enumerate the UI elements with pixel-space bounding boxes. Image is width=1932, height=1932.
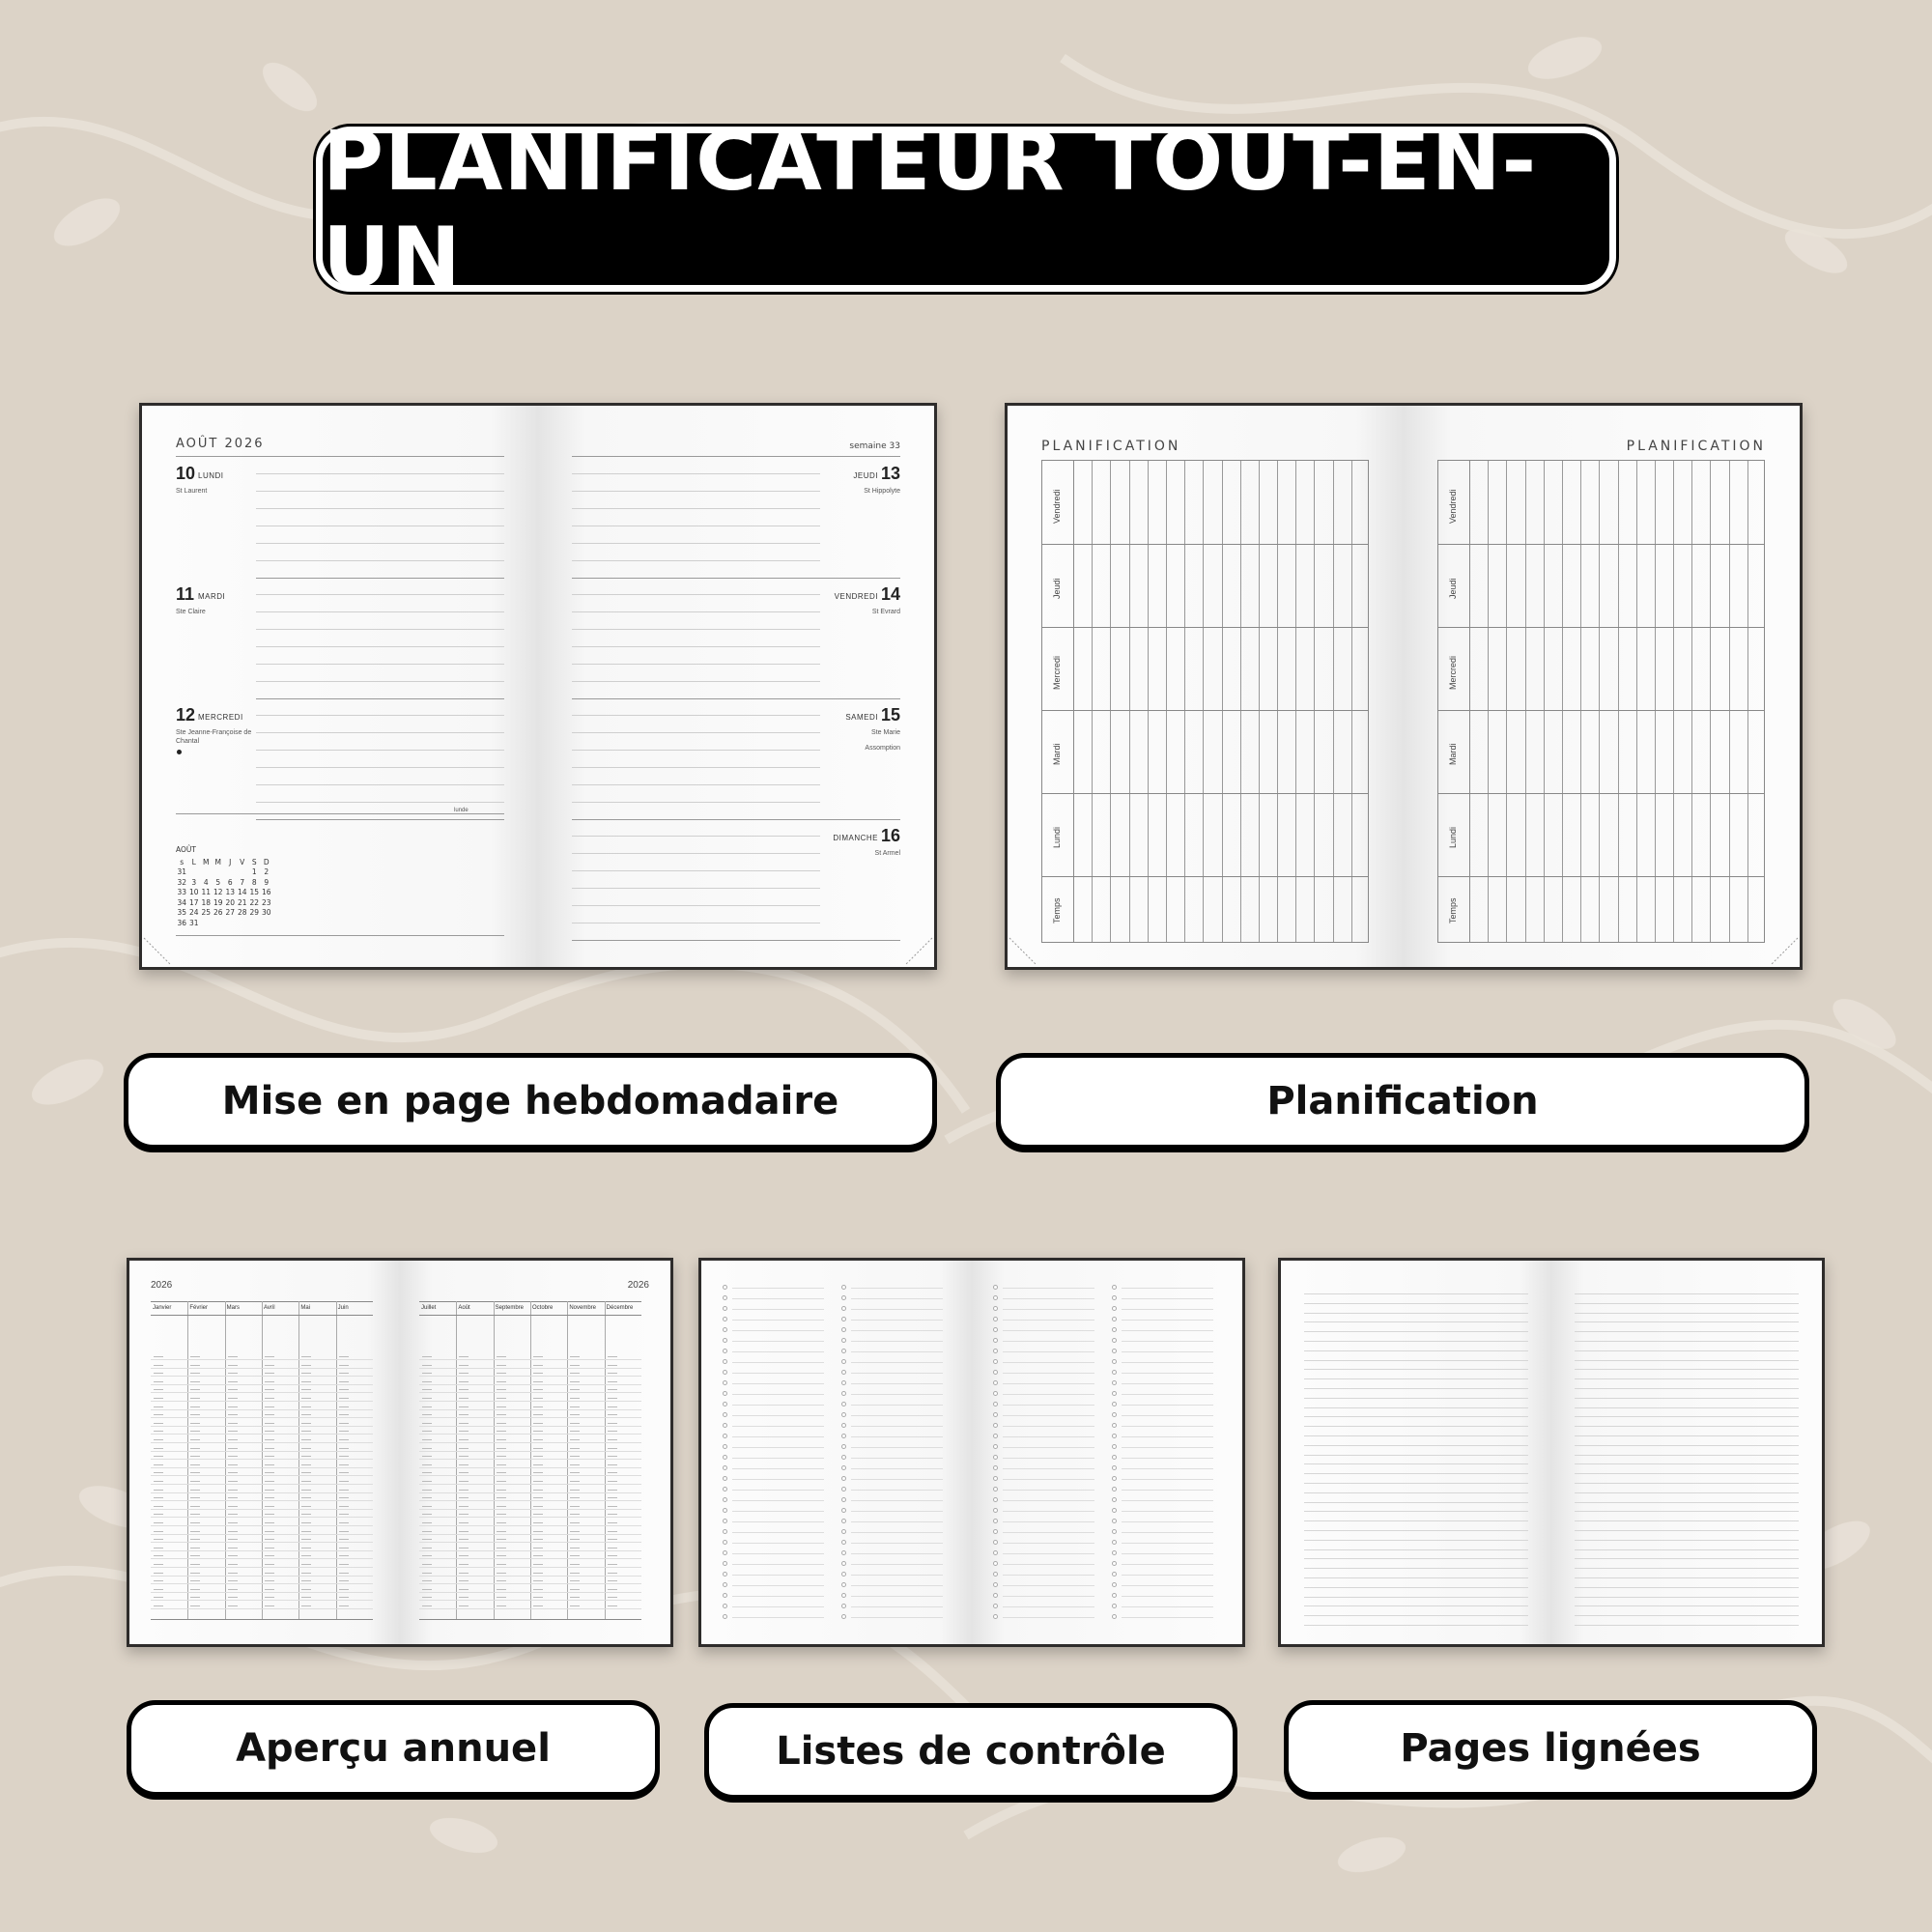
label-yearly-text: Aperçu annuel bbox=[236, 1726, 551, 1771]
title-banner bbox=[316, 112, 1616, 306]
month-column-header: Novembre bbox=[569, 1305, 597, 1311]
year-label: 2026 bbox=[151, 1280, 173, 1291]
lined-pages-book bbox=[1278, 1258, 1825, 1647]
mini-calendar-header: S bbox=[251, 857, 257, 867]
planning-row-label: Mercredi bbox=[1448, 655, 1458, 690]
planning-row-label: Mardi bbox=[1052, 743, 1062, 765]
label-checklists bbox=[704, 1703, 1237, 1800]
checklist-book bbox=[698, 1258, 1245, 1647]
day-name: SAMEDI bbox=[845, 713, 878, 722]
saint-name: St Laurent bbox=[176, 488, 208, 495]
mini-calendar-cell: 16 bbox=[261, 888, 271, 896]
saint-name: St Evrard bbox=[871, 609, 900, 615]
planning-left-page bbox=[1008, 406, 1404, 967]
mini-calendar-cell: 23 bbox=[261, 897, 271, 907]
mini-calendar-cell bbox=[213, 867, 225, 878]
mini-calendar-cell bbox=[261, 919, 273, 929]
mini-calendar-header: L bbox=[191, 857, 196, 867]
page-corner bbox=[142, 936, 173, 967]
mini-calendar-cell: 4 bbox=[203, 877, 209, 887]
page-corner bbox=[1769, 936, 1800, 967]
planning-header: PLANIFICATION bbox=[1041, 439, 1181, 454]
mini-calendar-cell: 10 bbox=[188, 888, 199, 896]
mini-calendar-cell: 24 bbox=[188, 908, 199, 917]
month-column-header: Février bbox=[189, 1305, 208, 1311]
day-name: MARDI bbox=[198, 592, 226, 601]
mini-calendar-cell bbox=[188, 867, 201, 878]
month-column-header: Avril bbox=[264, 1305, 275, 1311]
mini-calendar-cell: 25 bbox=[201, 908, 212, 917]
day-name: LUNDI bbox=[198, 471, 224, 480]
mini-calendar-cell: 33 bbox=[177, 888, 187, 896]
day-name: VENDREDI bbox=[834, 592, 878, 601]
mini-calendar-cell: 36 bbox=[177, 918, 187, 927]
day-number: 12 bbox=[176, 705, 196, 724]
mini-calendar-cell: 3 bbox=[191, 877, 197, 887]
mini-calendar-cell: 8 bbox=[251, 877, 257, 887]
saint-name: Ste Marie bbox=[871, 729, 900, 736]
page-title: PLANIFICATEUR TOUT-EN-UN bbox=[323, 112, 1538, 306]
mini-calendar-header: V bbox=[240, 857, 245, 867]
mini-calendar-header: M bbox=[203, 857, 210, 867]
lined-left-page bbox=[1281, 1261, 1551, 1644]
week-label: semaine 33 bbox=[849, 441, 900, 451]
mini-calendar-cell bbox=[248, 919, 261, 929]
mini-calendar-cell bbox=[237, 867, 249, 878]
saint-name: St Hippolyte bbox=[864, 488, 900, 495]
mini-calendar-cell: 13 bbox=[225, 888, 236, 896]
day-number: 16 bbox=[880, 826, 900, 845]
mini-calendar-header: M bbox=[214, 857, 221, 867]
planning-row-label: Lundi bbox=[1052, 826, 1062, 848]
checklist-left-page bbox=[701, 1261, 972, 1644]
mini-calendar-cell: 31 bbox=[188, 918, 199, 927]
day-name: JEUDI bbox=[853, 471, 878, 480]
checklist-right-page bbox=[972, 1261, 1242, 1644]
day-name: MERCREDI bbox=[198, 713, 243, 722]
day-number: 10 bbox=[176, 464, 196, 483]
label-checklists-text: Listes de contrôle bbox=[776, 1729, 1166, 1774]
mini-calendar bbox=[176, 845, 272, 928]
saint-name: Ste Jeanne-Françoise de Chantal bbox=[176, 729, 252, 745]
mini-calendar-cell: 9 bbox=[264, 877, 270, 887]
day-name: DIMANCHE bbox=[833, 834, 878, 842]
mini-calendar-cell: 18 bbox=[201, 897, 212, 907]
mini-calendar-cell: 31 bbox=[177, 867, 187, 876]
label-planning bbox=[996, 1053, 1809, 1150]
mini-calendar-cell: 7 bbox=[240, 877, 245, 887]
weekly-spread-book bbox=[139, 403, 937, 970]
mini-calendar-cell bbox=[237, 919, 249, 929]
holiday-name: Assomption bbox=[865, 745, 900, 752]
year-label: 2026 bbox=[627, 1280, 649, 1291]
mini-calendar-header: D bbox=[263, 857, 270, 867]
planning-row-label: Temps bbox=[1052, 897, 1062, 923]
planning-row-label: Vendredi bbox=[1052, 489, 1062, 524]
month-column-header: Octobre bbox=[532, 1305, 554, 1311]
moon-note: lunde bbox=[454, 808, 469, 813]
mini-calendar-cell bbox=[200, 867, 213, 878]
mini-calendar-cell bbox=[224, 919, 237, 929]
planning-grid bbox=[1437, 460, 1765, 943]
label-weekly-text: Mise en page hebdomadaire bbox=[221, 1079, 839, 1123]
mini-calendar-cell: 22 bbox=[249, 897, 260, 907]
mini-calendar-header: J bbox=[229, 857, 232, 867]
mini-calendar-cell: 21 bbox=[237, 897, 247, 907]
mini-calendar-cell: 29 bbox=[249, 908, 260, 917]
day-number: 14 bbox=[880, 584, 900, 604]
moon-phase-icon bbox=[177, 750, 182, 754]
mini-calendar-cell: 17 bbox=[188, 897, 199, 907]
mini-calendar-cell bbox=[224, 867, 237, 878]
planning-header: PLANIFICATION bbox=[1626, 439, 1766, 454]
mini-calendar-cell: 26 bbox=[213, 908, 223, 917]
month-column-header: Décembre bbox=[606, 1305, 634, 1311]
planning-row-label: Temps bbox=[1448, 897, 1458, 923]
mini-calendar-cell: 12 bbox=[213, 888, 223, 896]
month-column-header: Juin bbox=[337, 1305, 349, 1311]
mini-calendar-cell: 14 bbox=[237, 888, 247, 896]
planning-row-label: Mercredi bbox=[1052, 655, 1062, 690]
weekly-right-page bbox=[538, 406, 934, 967]
planning-spread-book bbox=[1005, 403, 1803, 970]
mini-calendar-cell: 20 bbox=[225, 897, 236, 907]
mini-calendar-cell: 35 bbox=[177, 908, 187, 917]
weekly-left-page bbox=[142, 406, 538, 967]
month-column-header: Mars bbox=[226, 1305, 240, 1311]
label-lined-pages bbox=[1284, 1700, 1817, 1797]
day-number: 11 bbox=[176, 584, 195, 604]
planning-row-label: Vendredi bbox=[1448, 489, 1458, 524]
day-number: 13 bbox=[880, 464, 900, 483]
yearly-left-page bbox=[129, 1261, 400, 1644]
planning-row-label: Lundi bbox=[1448, 826, 1458, 848]
mini-calendar-cell: 2 bbox=[264, 867, 270, 876]
mini-calendar-cell: 19 bbox=[213, 897, 223, 907]
month-column-header: Mai bbox=[300, 1305, 310, 1311]
mini-calendar-cell: 27 bbox=[225, 908, 236, 917]
mini-calendar-cell: 11 bbox=[201, 888, 212, 896]
label-yearly-overview bbox=[127, 1700, 660, 1797]
saint-name: Ste Claire bbox=[176, 609, 206, 615]
mini-calendar-cell: 1 bbox=[251, 867, 257, 876]
mini-calendar-cell bbox=[213, 919, 225, 929]
saint-name: St Armel bbox=[874, 850, 900, 857]
planning-grid bbox=[1041, 460, 1369, 943]
mini-calendar-cell: 6 bbox=[227, 877, 233, 887]
planning-right-page bbox=[1404, 406, 1800, 967]
month-column-header: Juillet bbox=[421, 1305, 437, 1311]
yearly-overview-book bbox=[127, 1258, 673, 1647]
mini-calendar-cell bbox=[200, 919, 213, 929]
mini-calendar-cell: 32 bbox=[177, 877, 187, 887]
mini-calendar-cell: 34 bbox=[177, 897, 187, 907]
mini-calendar-cell: 30 bbox=[261, 908, 271, 917]
lined-right-page bbox=[1551, 1261, 1822, 1644]
planning-row-label: Mardi bbox=[1448, 743, 1458, 765]
day-number: 15 bbox=[880, 705, 900, 724]
mini-calendar-title: AOÛT bbox=[176, 845, 196, 854]
planning-row-label: Jeudi bbox=[1052, 578, 1062, 599]
month-column-header: Août bbox=[458, 1305, 470, 1311]
label-lined-text: Pages lignées bbox=[1400, 1726, 1701, 1771]
label-weekly-layout bbox=[124, 1053, 937, 1150]
month-header: AOÛT 2026 bbox=[176, 437, 265, 451]
page-corner bbox=[1008, 936, 1038, 967]
mini-calendar-cell: 5 bbox=[215, 877, 221, 887]
planning-row-label: Jeudi bbox=[1448, 578, 1458, 599]
mini-calendar-cell: 15 bbox=[249, 888, 260, 896]
yearly-right-page bbox=[400, 1261, 670, 1644]
mini-calendar-cell: 28 bbox=[237, 908, 247, 917]
label-planning-text: Planification bbox=[1266, 1079, 1539, 1123]
month-column-header: Janvier bbox=[153, 1305, 172, 1311]
month-column-header: Septembre bbox=[495, 1305, 525, 1311]
page-corner bbox=[903, 936, 934, 967]
mini-calendar-header: s bbox=[180, 857, 185, 867]
